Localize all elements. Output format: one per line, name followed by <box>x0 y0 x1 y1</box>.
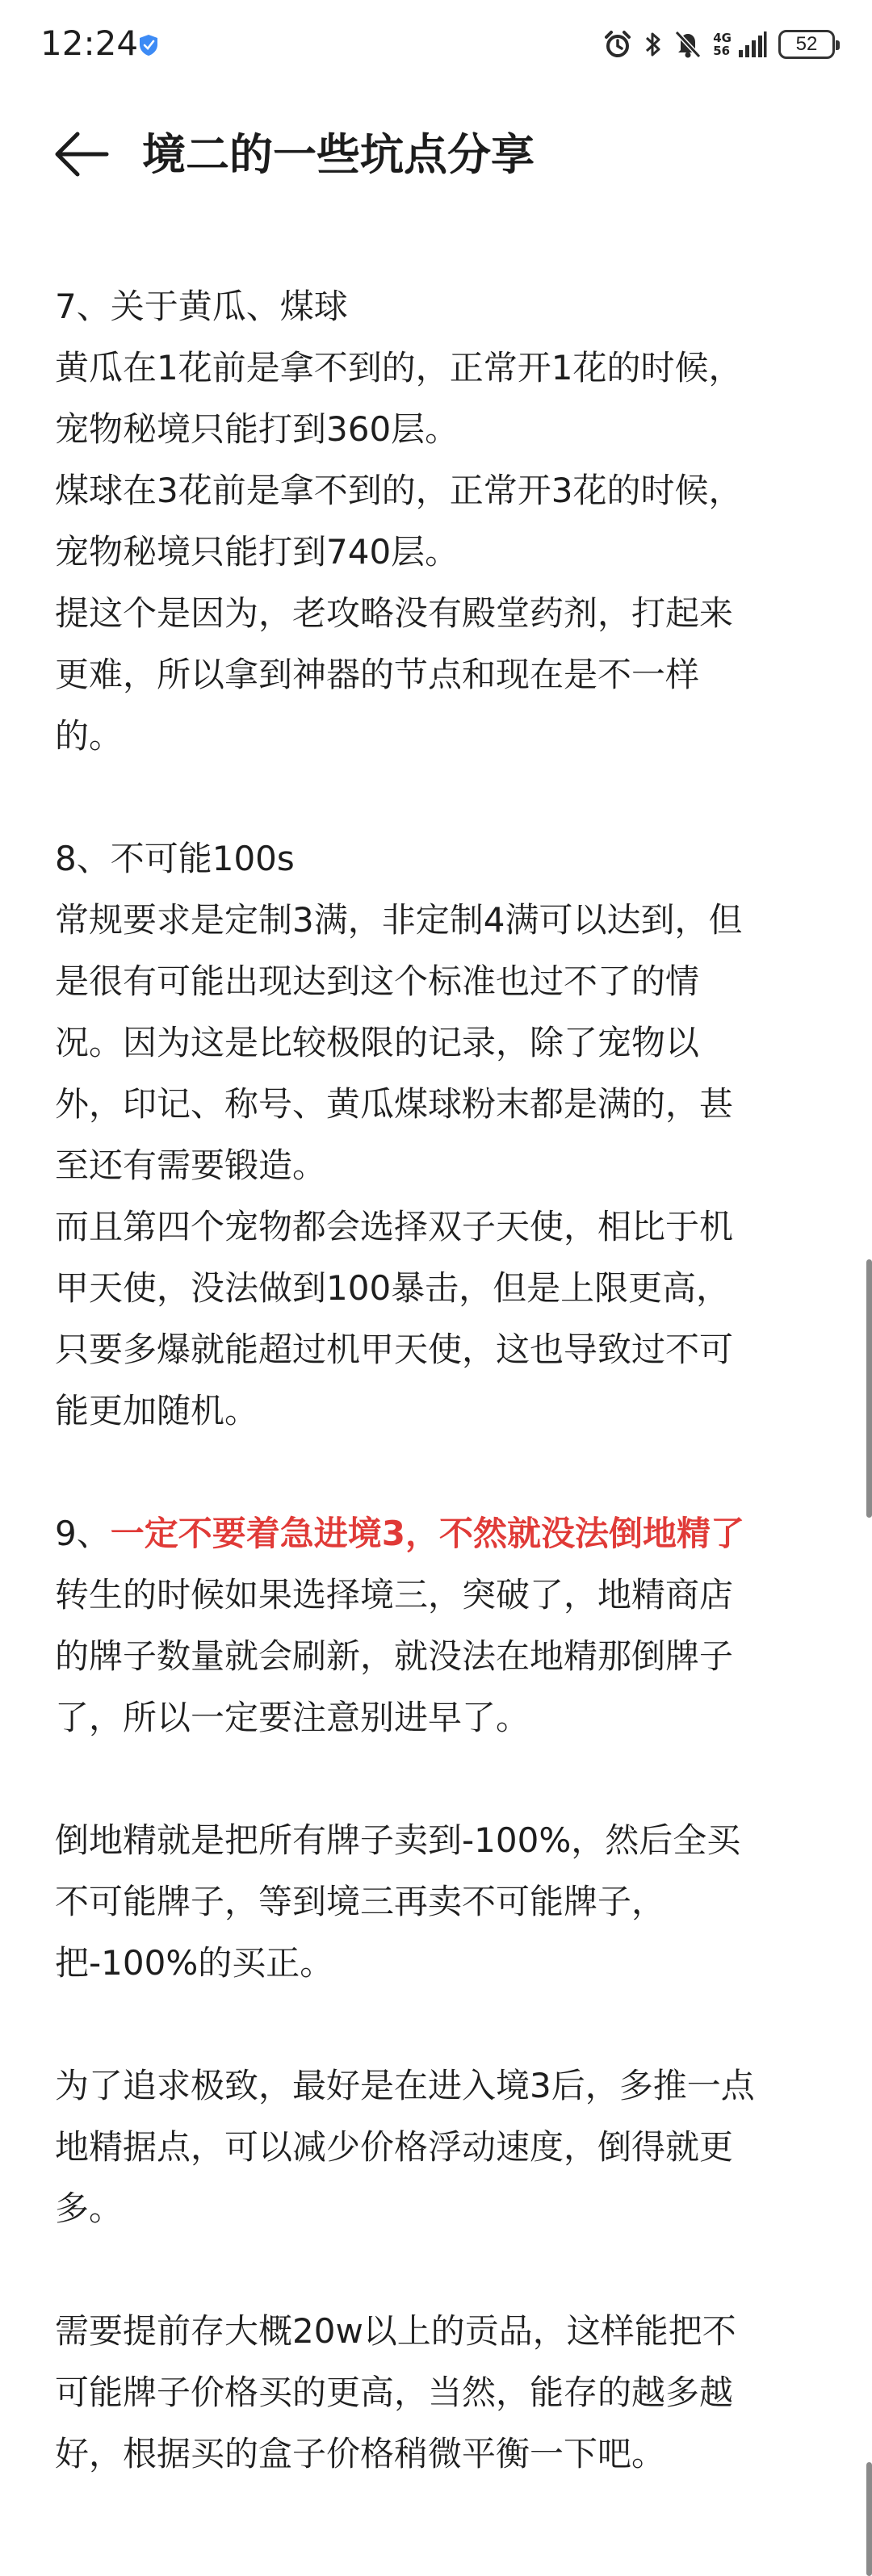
signal-icon <box>738 31 767 58</box>
network-type: 4G <box>713 31 732 45</box>
article-line: 转生的时候如果选择境三，突破了，地精商店 <box>55 1575 734 1615</box>
article-line: 了，所以一定要注意别进早了。 <box>55 1698 530 1737</box>
article-line: 不可能牌子，等到境三再卖不可能牌子， <box>55 1882 666 1921</box>
article-line: 外，印记、称号、黄瓜煤球粉末都是满的，甚 <box>55 1084 734 1124</box>
article-line: 地精据点，可以减少价格浮动速度，倒得就更 <box>55 2127 734 2167</box>
article-blank-line <box>55 2239 830 2301</box>
article-line: 宠物秘境只能打到740层。 <box>55 532 459 572</box>
shield-badge-icon <box>139 34 158 57</box>
article-line: 是很有可能出现达到这个标准也过不了的情 <box>55 961 700 1001</box>
section-9-warning: 一定不要着急进境3，不然就没法倒地精了 <box>110 1514 744 1553</box>
network-label <box>713 31 732 57</box>
article-line: 宠物秘境只能打到360层。 <box>55 409 459 449</box>
article-line: 的。 <box>55 716 124 756</box>
article-line: 煤球在3花前是拿不到的，正常开3花的时候， <box>55 471 743 510</box>
section-9-heading <box>55 1503 830 1564</box>
article-line: 8、不可能100s <box>55 839 295 878</box>
article-line: 好，根据买的盒子价格稍微平衡一下吧。 <box>55 2434 666 2473</box>
article-line: 至还有需要锻造。 <box>55 1146 327 1185</box>
article-blank-line <box>55 1749 830 1810</box>
article-line: 常规要求是定制3满，非定制4满可以达到，但 <box>55 900 743 940</box>
article-line: 甲天使，没法做到100暴击，但是上限更高， <box>55 1268 731 1308</box>
battery-icon <box>778 30 835 59</box>
article-blank-line <box>55 1994 830 2055</box>
alarm-icon <box>603 30 632 59</box>
app-header <box>0 105 872 202</box>
article-line: 倒地精就是把所有牌子卖到-100%，然后全买 <box>55 1820 741 1860</box>
article-line: 多。 <box>55 2189 124 2228</box>
article-line: 为了追求极致，最好是在进入境3后，多推一点 <box>55 2066 755 2105</box>
article-line: 7、关于黄瓜、煤球 <box>55 287 348 326</box>
article-blank-line <box>55 1442 830 1503</box>
status-time: 12:24 <box>40 23 139 63</box>
article-line: 况。因为这是比较极限的记录，除了宠物以 <box>55 1023 700 1062</box>
section-9-number: 9、 <box>55 1514 111 1553</box>
mute-icon <box>674 30 702 59</box>
article-line: 而且第四个宠物都会选择双子天使，相比于机 <box>55 1207 734 1246</box>
article-line: 能更加随机。 <box>55 1391 259 1430</box>
article-line: 更难，所以拿到神器的节点和现在是不一样 <box>55 655 700 694</box>
article-line: 的牌子数量就会刷新，就没法在地精那倒牌子 <box>55 1636 734 1676</box>
back-arrow-icon[interactable] <box>50 126 115 182</box>
network-sub: 56 <box>713 44 731 58</box>
article-line: 提这个是因为，老攻略没有殿堂药剂，打起来 <box>55 593 734 633</box>
status-bar <box>0 0 872 89</box>
bluetooth-icon <box>644 30 663 59</box>
page-title: 境二的一些坑点分享 <box>142 129 535 180</box>
article-line: 可能牌子价格买的更高，当然，能存的越多越 <box>55 2373 734 2412</box>
article-body <box>55 276 830 2485</box>
scrollbar-thumb[interactable] <box>866 1259 872 1518</box>
article-line: 把-100%的买正。 <box>55 1943 334 1983</box>
article-line: 需要提前存大概20w以上的贡品，这样能把不 <box>55 2311 736 2351</box>
article-line: 黄瓜在1花前是拿不到的，正常开1花的时候， <box>55 348 743 387</box>
battery-level: 52 <box>795 33 818 55</box>
scrollbar-thumb-secondary[interactable] <box>866 2462 872 2576</box>
article-line: 只要多爆就能超过机甲天使，这也导致过不可 <box>55 1330 734 1369</box>
article-blank-line <box>55 767 830 828</box>
status-icons <box>603 24 835 65</box>
